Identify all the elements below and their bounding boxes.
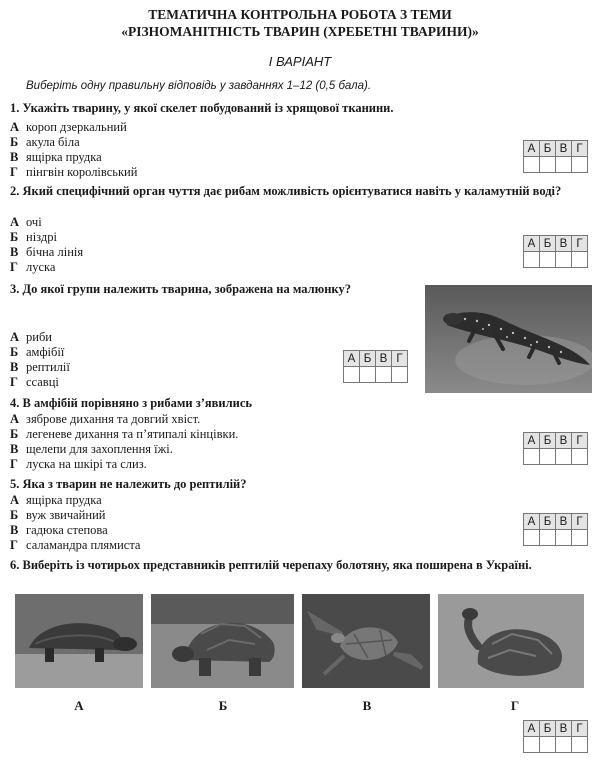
answer-grid-q5	[523, 513, 588, 546]
question-4-option-a[interactable]: А зяброве дихання та довгий хвіст.	[10, 412, 201, 426]
question-2-text: 2. Який специфічний орган чуття дає рибам можливість орієнтуватися навіть у каламутній воді?	[10, 184, 562, 198]
answer-grid-q3	[343, 350, 408, 383]
answer-cell[interactable]	[524, 157, 540, 173]
answer-letter: А	[524, 141, 540, 157]
answer-letter: Б	[540, 236, 556, 252]
question-5-option-a[interactable]: А ящірка прудка	[10, 493, 102, 507]
answer-letter: В	[556, 236, 572, 252]
question-2-option-a[interactable]: А очі	[10, 215, 42, 229]
question-4-option-d[interactable]: Г луска на шкірі та слиз.	[10, 457, 147, 471]
answer-cell[interactable]	[376, 367, 392, 383]
answer-cell[interactable]	[572, 449, 588, 465]
answer-letter: А	[524, 433, 540, 449]
answer-letter: А	[524, 721, 540, 737]
answer-grid-q1	[523, 140, 588, 173]
answer-letter: В	[556, 721, 572, 737]
question-4-option-c[interactable]: В щелепи для захоплення їжі.	[10, 442, 173, 456]
image-caption-b: Б	[218, 698, 228, 713]
page-title: ТЕМАТИЧНА КОНТРОЛЬНА РОБОТА З ТЕМИ	[148, 7, 452, 22]
answer-letter: Б	[540, 433, 556, 449]
answer-letter: Г	[572, 721, 588, 737]
turtle-photo-a[interactable]	[15, 594, 143, 688]
answer-letter: Г	[572, 236, 588, 252]
answer-letter: Г	[392, 351, 408, 367]
answer-cell[interactable]	[524, 737, 540, 753]
answer-grid-q6	[523, 720, 588, 753]
newt-photo	[425, 285, 592, 393]
answer-cell[interactable]	[572, 737, 588, 753]
question-3-option-b[interactable]: Б амфібії	[10, 345, 65, 359]
answer-cell[interactable]	[556, 157, 572, 173]
question-5-option-c[interactable]: В гадюка степова	[10, 523, 108, 537]
answer-cell[interactable]	[540, 157, 556, 173]
answer-cell[interactable]	[524, 252, 540, 268]
answer-letter: А	[524, 514, 540, 530]
answer-letter: А	[344, 351, 360, 367]
answer-cell[interactable]	[344, 367, 360, 383]
question-1-option-b[interactable]: Б акула біла	[10, 135, 80, 149]
question-3-text: 3. До якої групи належить тварина, зображена на малюнку?	[10, 282, 351, 296]
answer-grid-q2	[523, 235, 588, 268]
answer-letter: Б	[360, 351, 376, 367]
question-4-text: 4. В амфібій порівняно з рибами з’явились	[10, 396, 252, 410]
variant-label: I ВАРІАНТ	[268, 54, 332, 69]
answer-cell[interactable]	[524, 530, 540, 546]
question-3-option-c[interactable]: В рептилії	[10, 360, 70, 374]
question-4-option-b[interactable]: Б легеневе дихання та п’ятипалі кінцівки.	[10, 427, 239, 441]
question-5-text: 5. Яка з тварин не належить до рептилій?	[10, 477, 247, 491]
answer-letter: Г	[572, 433, 588, 449]
answer-letter: А	[524, 236, 540, 252]
question-1-option-d[interactable]: Г пінгвін королівський	[10, 165, 138, 179]
answer-cell[interactable]	[572, 530, 588, 546]
answer-cell[interactable]	[556, 252, 572, 268]
page-subtitle: «РІЗНОМАНІТНІСТЬ ТВАРИН (ХРЕБЕТНІ ТВАРИНИ)»	[121, 24, 479, 39]
instruction-text: Виберіть одну правильну відповідь у завданнях 1–12 (0,5 бала).	[26, 80, 372, 92]
answer-letter: Г	[572, 141, 588, 157]
answer-cell[interactable]	[556, 449, 572, 465]
question-1-option-a[interactable]: А короп дзеркальний	[10, 120, 127, 134]
question-3-option-d[interactable]: Г ссавці	[10, 375, 59, 389]
answer-cell[interactable]	[392, 367, 408, 383]
answer-cell[interactable]	[540, 449, 556, 465]
answer-cell[interactable]	[540, 530, 556, 546]
image-caption-a: А	[74, 698, 84, 713]
answer-cell[interactable]	[572, 252, 588, 268]
answer-letter: Б	[540, 721, 556, 737]
answer-cell[interactable]	[540, 252, 556, 268]
answer-cell[interactable]	[572, 157, 588, 173]
question-2-option-d[interactable]: Г луска	[10, 260, 56, 274]
image-caption-d: Г	[510, 698, 520, 713]
turtle-photo-c[interactable]	[302, 594, 430, 688]
turtle-photo-d[interactable]	[438, 594, 584, 688]
answer-letter: В	[556, 141, 572, 157]
question-1-text: 1. Укажіть тварину, у якої скелет побудований із хрящової тканини.	[10, 101, 394, 115]
answer-letter: В	[556, 433, 572, 449]
answer-letter: Б	[540, 514, 556, 530]
image-caption-c: В	[362, 698, 372, 713]
answer-letter: В	[556, 514, 572, 530]
answer-letter: В	[376, 351, 392, 367]
answer-cell[interactable]	[540, 737, 556, 753]
answer-cell[interactable]	[360, 367, 376, 383]
question-1-option-c[interactable]: В ящірка прудка	[10, 150, 102, 164]
answer-grid-q4	[523, 432, 588, 465]
answer-cell[interactable]	[556, 737, 572, 753]
question-5-option-b[interactable]: Б вуж звичайний	[10, 508, 106, 522]
answer-letter: Б	[540, 141, 556, 157]
answer-letter: Г	[572, 514, 588, 530]
answer-cell[interactable]	[556, 530, 572, 546]
question-6-text: 6. Виберіть із чотирьох представників рептилій черепаху болотяну, яка поширена в Україні.	[10, 558, 532, 572]
question-2-option-c[interactable]: В бічна лінія	[10, 245, 84, 259]
question-2-option-b[interactable]: Б ніздрі	[10, 230, 57, 244]
turtle-photo-b[interactable]	[151, 594, 294, 688]
answer-cell[interactable]	[524, 449, 540, 465]
question-5-option-d[interactable]: Г саламандра плямиста	[10, 538, 141, 552]
question-3-option-a[interactable]: А риби	[10, 330, 52, 344]
